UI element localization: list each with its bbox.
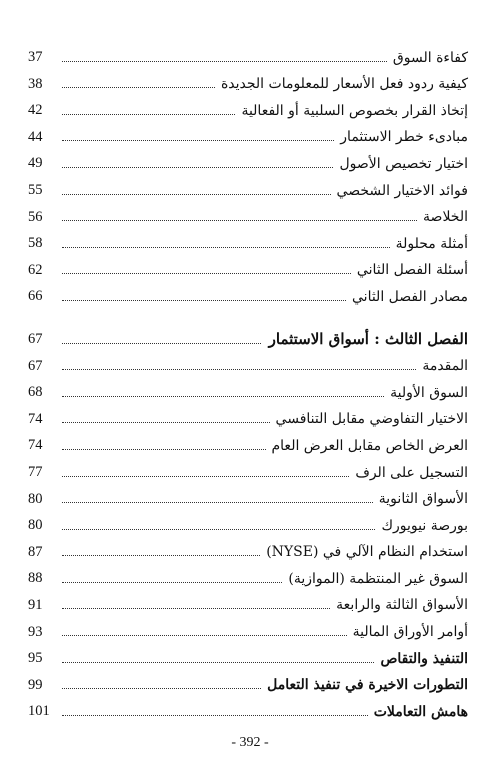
toc-entry	[28, 118, 468, 145]
toc-entry	[28, 277, 468, 304]
toc-page-number: 74	[28, 437, 43, 454]
leader-dots	[62, 273, 351, 274]
leader-dots	[62, 300, 346, 301]
toc-page-number: 101	[28, 703, 50, 720]
toc-title: الأسواق الثانوية	[378, 491, 468, 508]
toc-page-number: 55	[28, 182, 43, 199]
toc-title: التطورات الاخيرة في تنفيذ التعامل	[267, 677, 468, 694]
leader-dots	[62, 140, 334, 141]
toc-entry	[28, 65, 468, 92]
toc-entry	[28, 586, 468, 613]
toc-title: الأسواق الثالثة والرابعة	[336, 597, 468, 614]
toc-entry	[28, 400, 468, 427]
toc-title: مصادر الفصل الثاني	[352, 288, 468, 305]
toc-page-number: 87	[28, 543, 43, 560]
leader-dots	[62, 449, 266, 450]
toc-entry	[28, 639, 468, 666]
leader-dots	[62, 61, 387, 62]
toc-entry	[28, 347, 468, 374]
leader-dots	[62, 635, 347, 636]
toc-page-number: 88	[28, 570, 43, 587]
toc-page-number: 44	[28, 128, 43, 145]
leader-dots	[62, 476, 349, 477]
leader-dots	[62, 369, 416, 370]
toc-page-number: 80	[28, 517, 43, 534]
toc-title: التسجيل على الرف	[355, 464, 468, 481]
page-footer-number: - 392 -	[231, 735, 269, 750]
leader-dots	[62, 87, 215, 88]
leader-dots	[62, 194, 331, 195]
toc-title: التنفيذ والتقاص	[380, 650, 468, 667]
leader-dots	[62, 167, 333, 168]
leader-dots	[62, 502, 373, 503]
toc-entry	[28, 612, 468, 639]
table-of-contents	[28, 38, 468, 719]
leader-dots	[62, 220, 417, 221]
toc-entry	[28, 144, 468, 171]
toc-page-number: 74	[28, 410, 43, 427]
leader-dots	[62, 247, 390, 248]
toc-page-number: 95	[28, 650, 43, 667]
toc-page-number: 37	[28, 49, 43, 66]
toc-title: فوائد الاختيار الشخصي	[336, 182, 468, 199]
toc-entry	[28, 480, 468, 507]
toc-title: الاختيار التفاوضي مقابل التنافسي	[275, 411, 468, 428]
toc-page-number: 80	[28, 490, 43, 507]
toc-page-number: 56	[28, 208, 43, 225]
toc-entry	[28, 198, 468, 225]
toc-page-number: 67	[28, 331, 43, 348]
toc-title: كفاءة السوق	[392, 49, 468, 66]
toc-title: كيفية ردود فعل الأسعار للمعلومات الجديدة	[220, 76, 468, 93]
toc-page-number: 62	[28, 261, 43, 278]
toc-title: المقدمة	[422, 358, 468, 375]
toc-title: اختيار تخصيص الأصول	[339, 155, 468, 172]
toc-title: مبادىء خطر الاستثمار	[340, 129, 468, 146]
leader-dots	[62, 555, 260, 556]
leader-dots	[62, 662, 374, 663]
toc-page-number: 66	[28, 288, 43, 305]
toc-page-number: 42	[28, 102, 43, 119]
toc-page-number: 77	[28, 464, 43, 480]
toc-entry	[28, 251, 468, 278]
toc-page-number: 68	[28, 384, 43, 401]
toc-entry	[28, 453, 468, 480]
toc-title: أمثلة محلولة	[395, 235, 468, 252]
toc-title: الخلاصة	[423, 209, 468, 226]
toc-entry	[28, 533, 468, 560]
toc-entry	[28, 38, 468, 65]
toc-page-number: 91	[28, 596, 43, 613]
toc-title: الفصل الثالث : أسواق الاستثمار	[268, 329, 468, 348]
leader-dots	[62, 114, 235, 115]
toc-page-number: 93	[28, 623, 43, 640]
toc-entry	[28, 224, 468, 251]
toc-page-number: 99	[28, 676, 43, 693]
leader-dots	[62, 715, 368, 716]
leader-dots	[62, 343, 261, 344]
toc-title: هامش التعاملات	[373, 703, 468, 720]
leader-dots	[62, 422, 270, 423]
toc-title: أسئلة الفصل الثاني	[356, 262, 468, 279]
toc-entry	[28, 559, 468, 586]
toc-page-number: 67	[28, 357, 43, 374]
toc-title: أوامر الأوراق المالية	[352, 624, 468, 641]
toc-title: بورصة نيويورك	[381, 517, 468, 534]
toc-entry	[28, 91, 468, 118]
toc-entry	[28, 426, 468, 453]
toc-entry	[28, 171, 468, 198]
toc-chapter-heading	[28, 320, 468, 347]
toc-entry	[28, 506, 468, 533]
leader-dots	[62, 608, 330, 609]
leader-dots	[62, 688, 261, 689]
toc-entry	[28, 692, 468, 719]
toc-page-number: 38	[28, 75, 43, 92]
leader-dots	[62, 529, 375, 530]
toc-entry	[28, 666, 468, 693]
toc-entry	[28, 373, 468, 400]
toc-title: إتخاذ القرار بخصوص السلبية أو الفعالية	[241, 102, 468, 119]
toc-title: العرض الخاص مقابل العرض العام	[271, 437, 468, 454]
leader-dots	[62, 582, 282, 583]
toc-page-number: 58	[28, 235, 43, 252]
toc-page-number: 49	[28, 155, 43, 172]
toc-title: السوق غير المنتظمة (الموازية)	[288, 570, 468, 587]
toc-title: استخدام النظام الآلي في (NYSE)	[266, 544, 468, 561]
toc-title: السوق الأولية	[390, 384, 468, 401]
leader-dots	[62, 396, 384, 397]
